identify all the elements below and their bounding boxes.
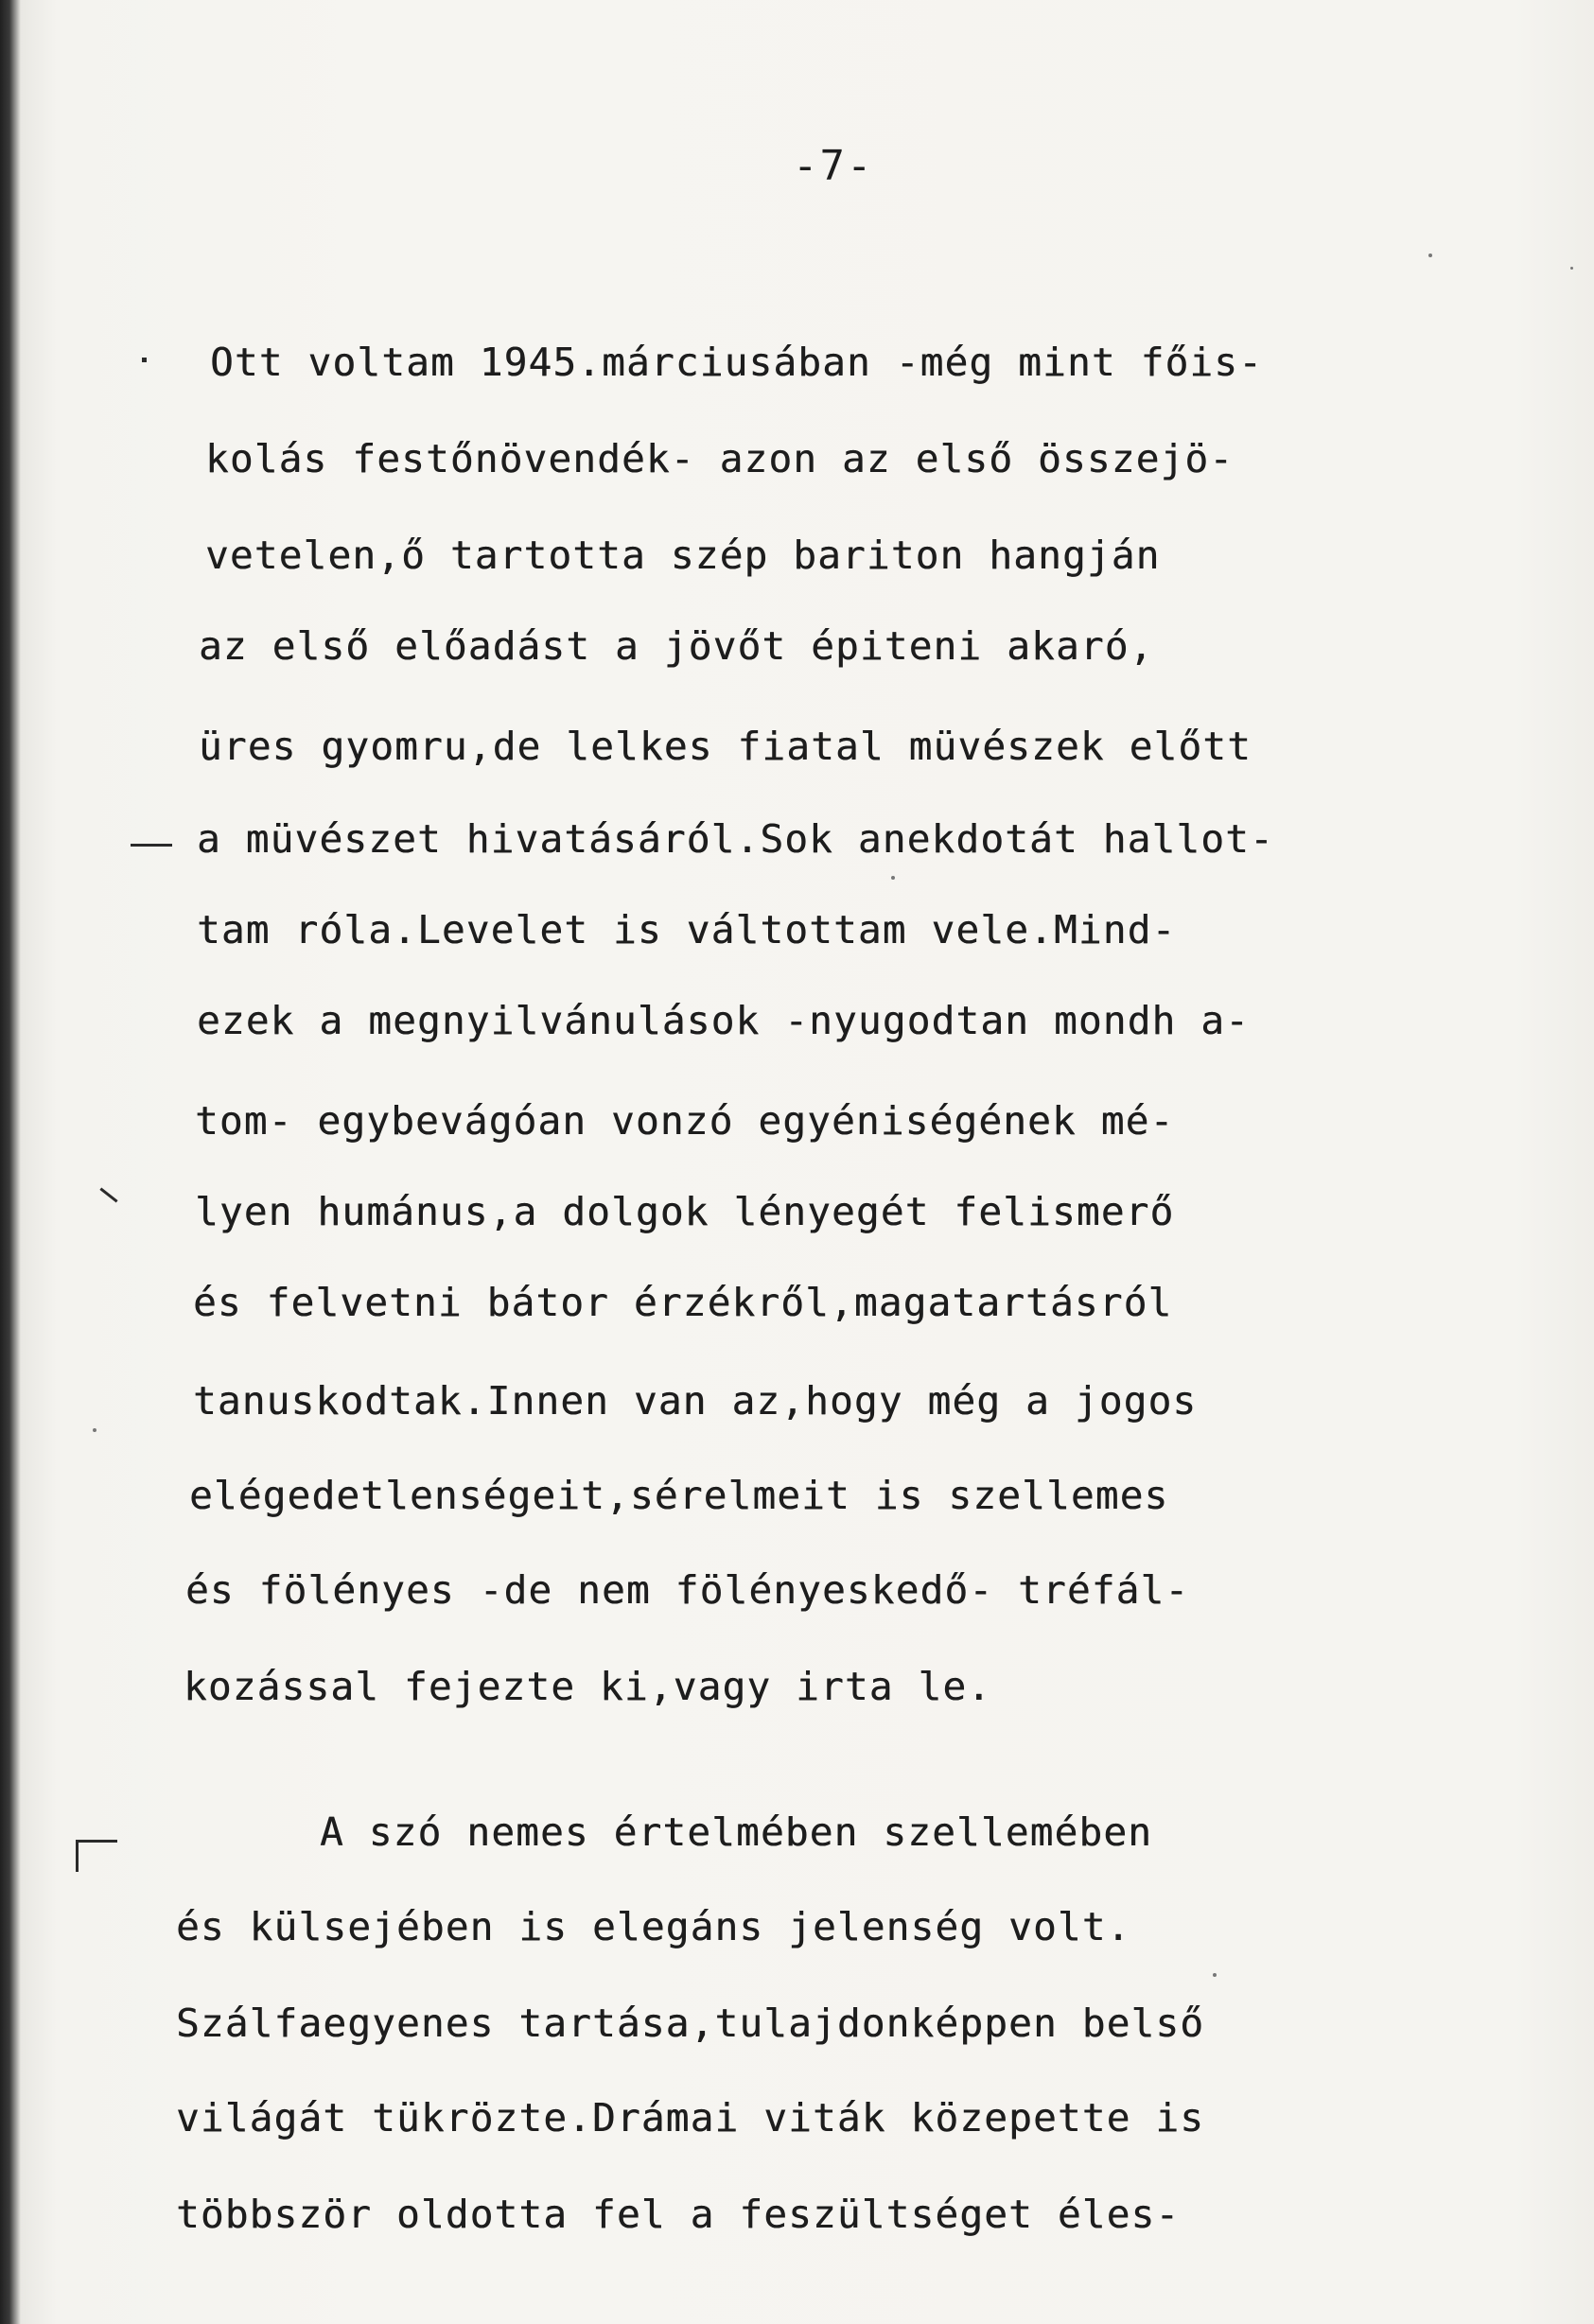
paragraph-1-line-12: tanuskodtak.Innen van az,hogy még a jogos — [193, 1378, 1198, 1424]
margin-dash-mark — [131, 844, 172, 847]
paragraph-2-line-1: A szó nemes értelmében szellemében — [320, 1809, 1153, 1855]
paper-speck — [1570, 267, 1573, 270]
paragraph-1-line-2: kolás festőnövendék- azon az első összejö- — [205, 436, 1235, 481]
margin-tick-mark — [99, 1188, 117, 1203]
paragraph-1-line-15: kozással fejezte ki,vagy irta le. — [184, 1664, 992, 1709]
paragraph-1-line-3: vetelen,ő tartotta szép bariton hangján — [205, 533, 1161, 578]
paper-speck — [93, 1428, 96, 1432]
paragraph-1-line-6: a müvészet hivatásáról.Sok anekdotát hallot- — [197, 816, 1274, 862]
paragraph-1-line-10: lyen humánus,a dolgok lényegét felismerő — [195, 1189, 1175, 1234]
paragraph-1-line-7: tam róla.Levelet is váltottam vele.Mind- — [197, 907, 1177, 952]
margin-bracket-side-mark — [76, 1840, 79, 1872]
paragraph-1-line-13: elégedetlenségeit,sérelmeit is szellemes — [189, 1473, 1169, 1518]
paper-speck — [891, 876, 895, 880]
paragraph-2-line-2: és külsejében is elegáns jelenség volt. — [176, 1904, 1131, 1949]
paragraph-1-line-14: és fölényes -de nem fölényeskedő- tréfál- — [185, 1567, 1190, 1613]
paragraph-1-line-5: üres gyomru,de lelkes fiatal müvészek előtt — [199, 724, 1252, 769]
paper-speck — [1213, 1973, 1217, 1977]
paragraph-2-line-5: többször oldotta fel a feszültséget éles- — [176, 2192, 1181, 2237]
page-number: -7- — [793, 142, 874, 190]
paragraph-1-line-4: az első előadást a jövőt épiteni akaró, — [199, 623, 1154, 669]
paragraph-1-line-1: Ott voltam 1945.márciusában -még mint főis- — [210, 340, 1264, 385]
paragraph-1-line-11: és felvetni bátor érzékről,magatartásról — [193, 1280, 1173, 1325]
paragraph-2-line-4: világát tükrözte.Drámai viták közepette is — [176, 2095, 1205, 2141]
margin-bracket-top-mark — [76, 1840, 117, 1843]
paragraph-1-line-9: tom- egybevágóan vonzó egyéniségének mé- — [195, 1098, 1175, 1144]
paper-speck — [1428, 253, 1432, 257]
paragraph-1-line-8: ezek a megnyilvánulások -nyugodtan mondh a- — [197, 998, 1251, 1043]
margin-dot-mark — [142, 358, 147, 362]
paragraph-2-line-3: Szálfaegyenes tartása,tulajdonképpen belső — [176, 2001, 1205, 2046]
